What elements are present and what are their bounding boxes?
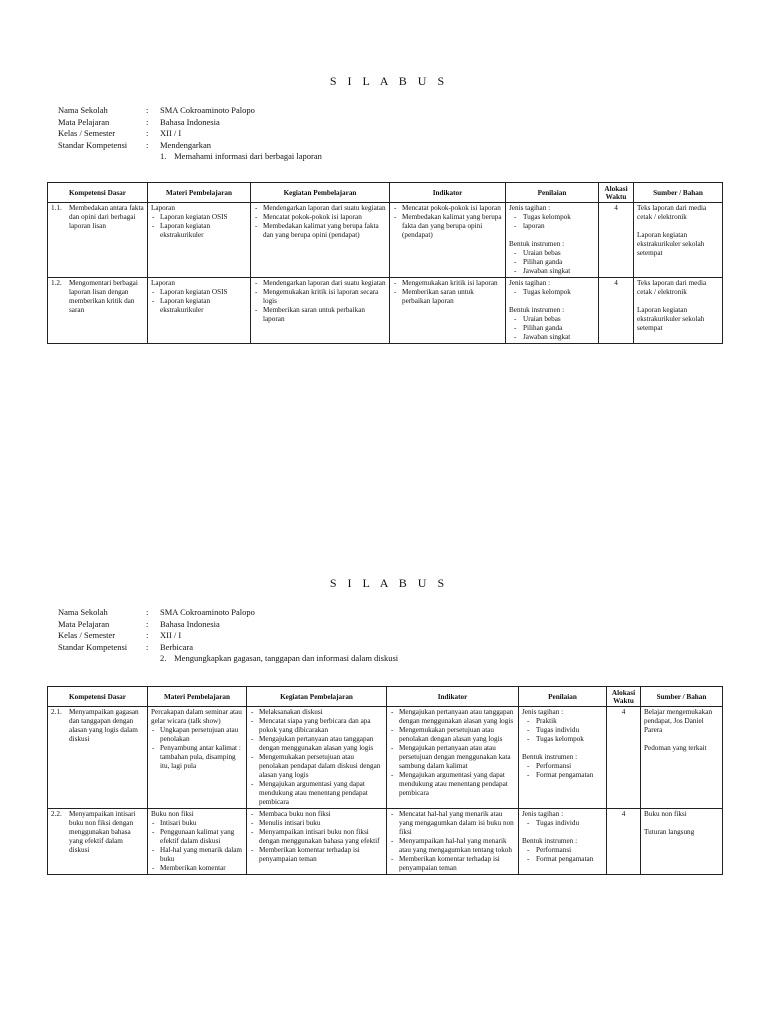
meta-value: SMA Cokroaminoto Palopo [160,607,255,617]
meta-label: Nama Sekolah [58,607,108,617]
table-row [48,809,723,875]
materi-cell: Percakapan dalam seminar atau gelar wicara (talk show) - Ungkapan persetujuan atau penolakan - Penyambung antar kalimat : tambahan pula, disamping itu, lagi pula [148,707,247,809]
list-item: - Uraian bebas [509,249,595,258]
table-row [48,707,723,809]
col-header: Sumber / Bahan [641,687,723,707]
col-header: Penilaian [506,183,599,203]
meta-value: Bahasa Indonesia [160,618,220,629]
list-item: - Mencatat siapa yang berbicara dan apa pokok yang dibicarakan [250,717,383,735]
indikator-cell [387,809,519,875]
list-item: - Pilihan ganda [509,324,595,333]
kegiatan-cell [251,278,390,344]
silabus-table [47,686,723,875]
list-item: - Membedakan kalimat yang berupa fakta dan yang berupa opini (pendapat) [254,222,386,240]
penilaian-cell: Jenis tagihan : - Tugas kelompok Bentuk instrumen : - Uraian bebas - Pilihan ganda - Jawaban singkat [506,278,599,344]
materi-cell: Laporan - Laporan kegiatan OSIS - Laporan kegiatan ekstrakurikuler [148,203,251,278]
list-item: - Tugas individu [522,819,603,828]
table-row [48,278,723,344]
meta-value: SMA Cokroaminoto Palopo [160,105,255,115]
meta-row: Mata Pelajaran : Bahasa Indonesia [58,619,768,631]
standar-kompetensi-item: 2. Mengungkapkan gagasan, tanggapan dan informasi dalam diskusi [160,653,399,663]
meta-label: Standar Kompetensi [58,641,128,652]
list-item: - Membedakan kalimat yang berupa fakta dan yang berupa opini (pendapat) [393,213,502,240]
kompetensi-dasar-cell: 1.2. Mengomentari berbagai laporan lisan dengan memberikan kritik dan saran [48,278,148,344]
syllabus-meta [58,105,768,163]
meta-value: XII / I [160,128,182,138]
list-item: - Performansi [522,762,603,771]
list-item: - Jawaban singkat [509,267,595,276]
list-item: - Memberikan saran untuk perbaikan laporan [393,288,502,306]
list-item: - Tugas kelompok [509,213,595,222]
list-item: - Uraian bebas [509,315,595,324]
list-item: - Mengajukan argumentasi yang dapat mendukung atau menentang pendapat pembicara [250,780,383,807]
list-item: - Mencatat pokok-pokok isi laporan [393,204,502,213]
meta-label: Kelas / Semester [58,630,116,640]
list-item: - Performansi [522,846,603,855]
table-header-row [48,183,723,203]
list-item: - Tugas individu [522,726,603,735]
penilaian-cell: Jenis tagihan : - Tugas kelompok - laporan Bentuk instrumen : - Uraian bebas - Pilihan ganda - Jawaban singkat [506,203,599,278]
list-item: - Mengajukan pertanyaan atau tanggapan dengan menggunakan alasan yang logis [250,735,383,753]
alokasi-cell: 4 [607,707,641,809]
list-item: - Pilihan ganda [509,258,595,267]
materi-cell: Laporan - Laporan kegiatan OSIS - Laporan kegiatan ekstrakurikuler [148,278,251,344]
kompetensi-dasar-cell: 2.2. Menyampaikan intisari buku non fiksi dengan menggunakan bahasa yang efektif dalam diskusi [48,809,148,875]
list-item: - Intisari buku [151,819,243,828]
meta-value: XII / I [160,630,182,640]
indikator-cell [390,203,506,278]
meta-label: Mata Pelajaran [58,116,110,127]
list-item: - Laporan kegiatan ekstrakurikuler [151,297,247,315]
col-header: Alokasi Waktu [607,687,641,707]
list-item: - Hal-hal yang menarik dalam buku [151,846,243,864]
list-item: - Mengajukan pertanyaan atau atau persetujuan dengan menggunakan kata sambung dalam kalimat [390,744,515,771]
alokasi-cell: 4 [607,809,641,875]
meta-label: Kelas / Semester [58,128,116,138]
silabus-title: S I L A B U S [329,576,449,590]
col-header: Kegiatan Pembelajaran [247,687,387,707]
silabus-title: S I L A B U S [329,74,449,88]
list-item: - laporan [509,222,595,231]
list-item: - Mengajukan argumentasi yang dapat mendukung atau menentang pendapat pembicara [390,771,515,798]
kompetensi-dasar-cell: 1.1. Membedakan antara fakta dan opini dari berbagai laporan lisan [48,203,148,278]
list-item: - Menyampaikan intisari buku non fiksi dengan menggunakan bahasa yang efektif [250,828,383,846]
silabus-section-1 [0,74,768,341]
col-header: Indikator [390,183,506,203]
list-item: - Format pengamatan [522,855,603,864]
list-item: - Laporan kegiatan OSIS [151,288,247,297]
list-item: - Praktik [522,717,603,726]
list-item: - Menulis intisari buku [250,819,383,828]
silabus-table [47,182,723,344]
list-item: - Mengemukakan persetujuan atau penolakan dengan alasan yang logis [390,726,515,744]
col-header: Indikator [387,687,519,707]
list-item: - Mendengarkan laporan dari suatu kegiatan [254,279,386,288]
meta-row: Standar Kompetensi : Berbicara [58,642,768,654]
meta-row: Nama Sekolah : SMA Cokroaminoto Palopo [58,607,768,619]
list-item: - Laporan kegiatan OSIS [151,213,247,222]
meta-value: Mendengarkan [160,139,211,150]
col-header: Kegiatan Pembelajaran [251,183,390,203]
list-item: - Memberikan saran untuk perbaikan laporan [254,306,386,324]
col-header: Kompetensi Dasar [48,687,148,707]
table-row [48,203,723,278]
materi-cell: Buku non fiksi - Intisari buku - Penggunaan kalimat yang efektif dalam diskusi - Hal-hal yang menarik dalam buku - Memberikan komentar [148,809,247,875]
sumber-cell: Belajar mengemukakan pendapat, Jos Daniel Parera Pedoman yang terkait [641,707,723,809]
col-header: Alokasi Waktu [599,183,634,203]
sumber-cell: Teks laporan dari media cetak / elektronik Laporan kegiatan ekstrakurikuler sekolah setempat [634,203,723,278]
indikator-cell [387,707,519,809]
silabus-section-2 [0,576,768,872]
sumber-cell: Buku non fiksi Tuturan langsung [641,809,723,875]
list-item: - Ungkapan persetujuan atau penolakan [151,726,243,744]
table-header-row [48,687,723,707]
list-item: - Mengajukan pertanyaan atau tanggapan dengan menggunakan alasan yang logis [390,708,515,726]
kegiatan-cell [247,707,387,809]
list-item: - Mencatat pokok-pokok isi laporan [254,213,386,222]
alokasi-cell: 4 [599,203,634,278]
penilaian-cell: Jenis tagihan : - Praktik - Tugas individu - Tugas kelompok Bentuk instrumen : - Performansi - Format pengamatan [519,707,607,809]
list-item: - Jawaban singkat [509,333,595,342]
col-header: Materi Pembelajaran [148,183,251,203]
meta-row: Kelas / Semester : XII / I [58,128,768,140]
col-header: Materi Pembelajaran [148,687,247,707]
indikator-cell [390,278,506,344]
meta-label: Standar Kompetensi [58,139,128,150]
list-item: - Mengemukakan persetujuan atau penolakan pendapat dalam diskusi dengan alasan yang logis [250,753,383,780]
syllabus-meta [58,607,768,665]
meta-label: Mata Pelajaran [58,618,110,629]
list-item: - Memberikan komentar terhadap isi penyampaian teman [250,846,383,864]
alokasi-cell: 4 [599,278,634,344]
list-item: - Membaca buku non fiksi [250,810,383,819]
col-header: Penilaian [519,687,607,707]
list-item: - Melaksanakan diskusi [250,708,383,717]
list-item: - Format pengamatan [522,771,603,780]
list-item: - Menyampaikan hal-hal yang menarik atau yang mengagumkan tentang tokoh [390,837,515,855]
list-item: - Mendengarkan laporan dari suatu kegiatan [254,204,386,213]
meta-row: Mata Pelajaran : Bahasa Indonesia [58,117,768,129]
standar-kompetensi-item: 1. Memahami informasi dari berbagai laporan [160,151,322,161]
list-item: - Mengemukakan kritik isi laporan [393,279,502,288]
meta-row: Standar Kompetensi : Mendengarkan [58,140,768,152]
kegiatan-cell [251,203,390,278]
kegiatan-cell [247,809,387,875]
kompetensi-dasar-cell: 2.1. Menyampaikan gagasan dan tanggapan dengan alasan yang logis dalam diskusi [48,707,148,809]
sumber-cell: Teks laporan dari media cetak / elektronik Laporan kegiatan ekstrakurikuler sekolah setempat [634,278,723,344]
list-item: - Penggunaan kalimat yang efektif dalam diskusi [151,828,243,846]
list-item: - Memberikan komentar [151,864,243,873]
list-item: - Tugas kelompok [509,288,595,297]
meta-row: Kelas / Semester : XII / I [58,630,768,642]
meta-value: Berbicara [160,641,194,652]
list-item: - Memberikan komentar terhadap isi penyampaian teman [390,855,515,873]
col-header: Kompetensi Dasar [48,183,148,203]
meta-value: Bahasa Indonesia [160,116,220,127]
list-item: - Mencatat hal-hal yang menarik atau yang mengagumkan dalam isi buku non fiksi [390,810,515,837]
list-item: - Penyambung antar kalimat : tambahan pula, disamping itu, lagi pula [151,744,243,771]
penilaian-cell: Jenis tagihan : - Tugas individu Bentuk instrumen : - Performansi - Format pengamatan [519,809,607,875]
meta-row: Nama Sekolah : SMA Cokroaminoto Palopo [58,105,768,117]
col-header: Sumber / Bahan [634,183,723,203]
meta-label: Nama Sekolah [58,105,108,115]
list-item: - Mengemukakan kritik isi laporan secara logis [254,288,386,306]
list-item: - Laporan kegiatan ekstrakurikuler [151,222,247,240]
list-item: - Tugas kelompok [522,735,603,744]
